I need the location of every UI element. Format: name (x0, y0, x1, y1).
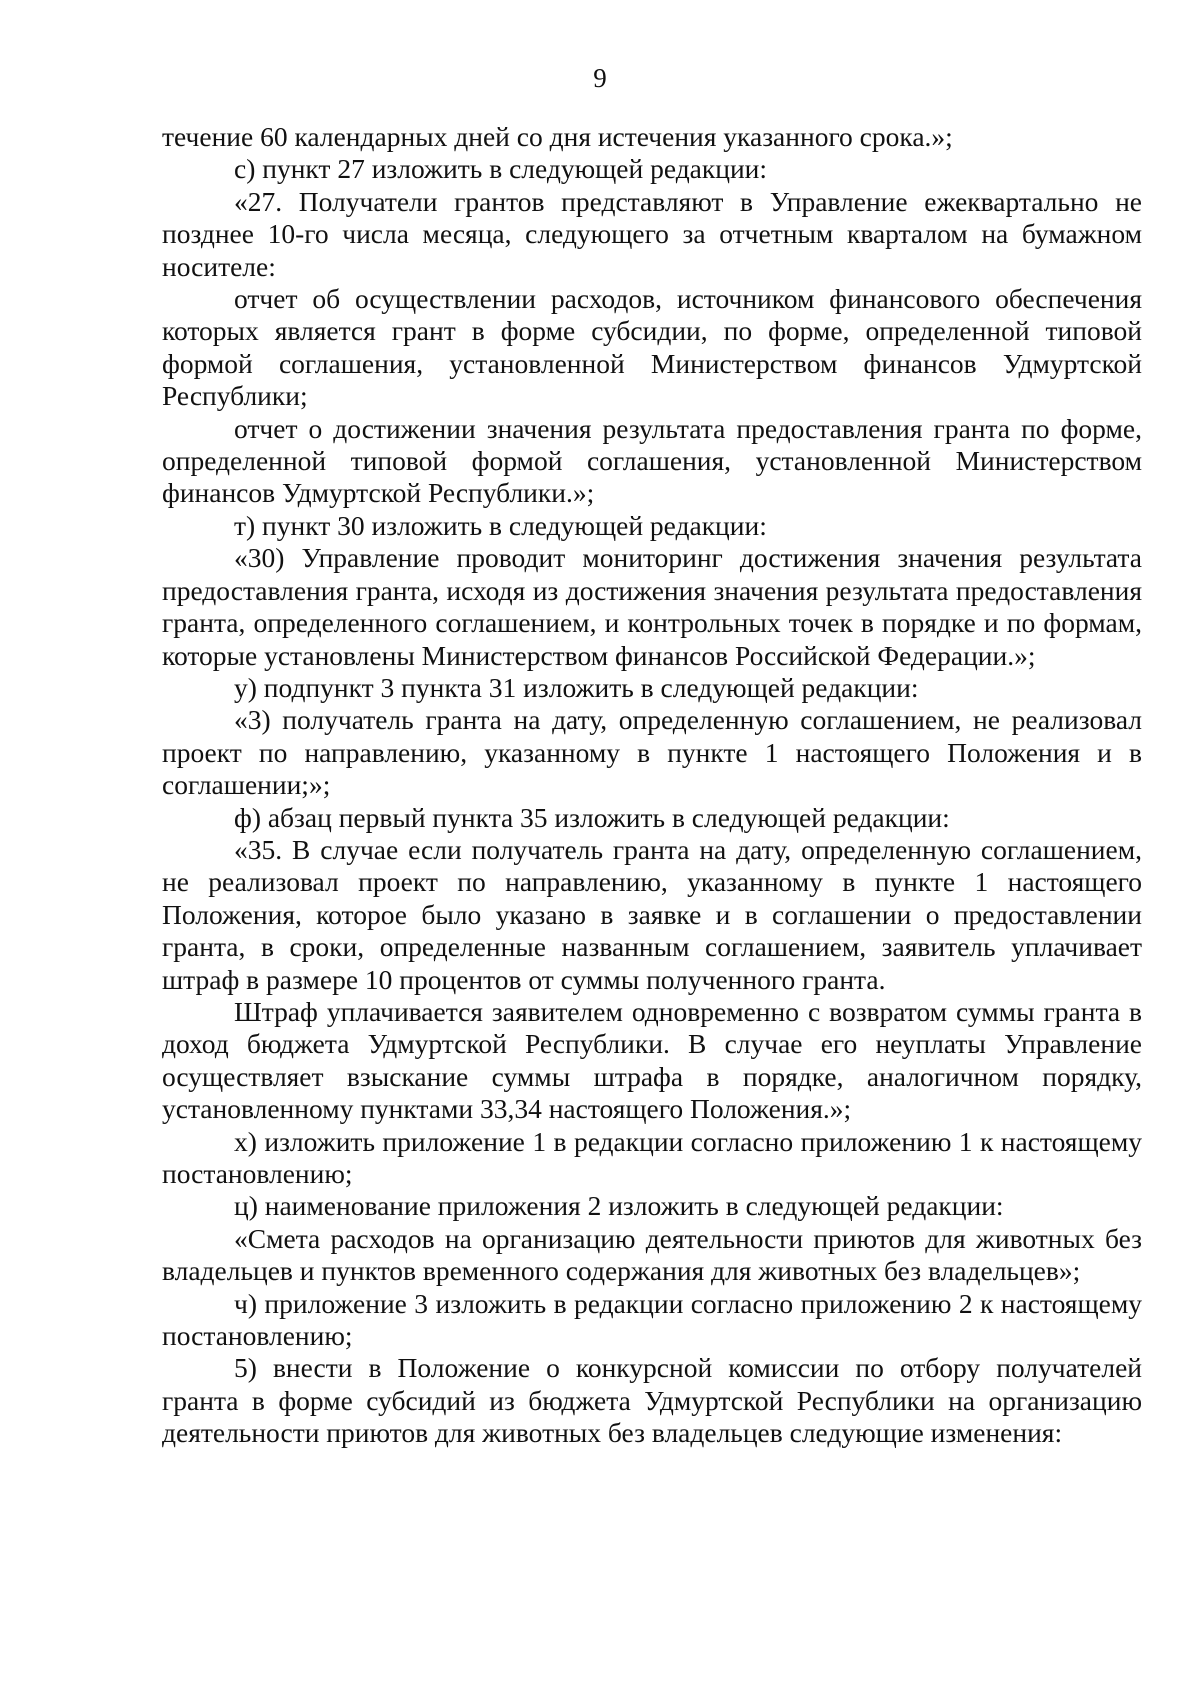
paragraph: с) пункт 27 изложить в следующей редакции: (234, 153, 768, 185)
paragraph: «Смета расходов на организацию деятельности приютов для животных без владельцев и пунктов временного содержания для животных без владельцев»; (162, 1222, 1142, 1287)
paragraph: течение 60 календарных дней со дня истечения указанного срока.»; (162, 121, 953, 152)
paragraph: «30) Управление проводит мониторинг достижения значения результата предоставления гранта, исходя из достижения значения результата предоставления гранта, определенного соглашением, и контрольных точек в порядке и по формам, которые установлены Министерством финансов Российской Федерации.»; (162, 542, 1142, 671)
paragraph: х) изложить приложение 1 в редакции согласно приложению 1 к настоящему постановлению; (162, 1125, 1142, 1189)
document-body (162, 121, 1142, 1450)
paragraph: ч) приложение 3 изложить в редакции согласно приложению 2 к настоящему постановлению; (162, 1287, 1142, 1352)
paragraph: 5) внести в Положение о конкурсной комиссии по отбору получателей гранта в форме субсидий из бюджета Удмуртской Республики на организацию деятельности приютов для животных без владельцев следующие изменения: (162, 1352, 1142, 1449)
page-number: 9 (593, 63, 607, 93)
paragraph: Штраф уплачивается заявителем одновременно с возвратом суммы гранта в доход бюджета Удмуртской Республики. В случае его неуплаты Управление осуществляет взыскание суммы штрафа в порядке, аналогичном порядку, установленному пунктами 33,34 настоящего Положения.»; (162, 995, 1142, 1125)
paragraph: отчет об осуществлении расходов, источником финансового обеспечения которых является грант в форме субсидии, по форме, определенной типовой формой соглашения, установленной Министерством финансов Удмуртской Республики; (162, 283, 1142, 412)
paragraph: «27. Получатели грантов представляют в Управление ежеквартально не позднее 10-го числа месяца, следующего за отчетным кварталом на бумажном носителе: (162, 185, 1142, 282)
paragraph: т) пункт 30 изложить в следующей редакции: (234, 509, 767, 541)
paragraph: «35. В случае если получатель гранта на дату, определенную соглашением, не реализовал проект по направлению, указанному в пункте 1 настоящего Положения, которое было указано в заявке и в соглашении о предоставлении гранта, в сроки, определенные названным соглашением, заявитель уплачивает штраф в размере 10 процентов от суммы полученного гранта. (162, 833, 1142, 995)
paragraph: отчет о достижении значения результата предоставления гранта по форме, определенной типовой формой соглашения, установленной Министерством финансов Удмуртской Республики.»; (162, 412, 1142, 509)
paragraph: ц) наименование приложения 2 изложить в следующей редакции: (234, 1190, 1004, 1222)
paragraph: «3) получатель гранта на дату, определенную соглашением, не реализовал проект по направлению, указанному в пункте 1 настоящего Положения и в соглашении;»; (162, 704, 1142, 801)
paragraph: у) подпункт 3 пункта 31 изложить в следующей редакции: (234, 671, 919, 703)
paragraph: ф) абзац первый пункта 35 изложить в следующей редакции: (234, 801, 950, 833)
